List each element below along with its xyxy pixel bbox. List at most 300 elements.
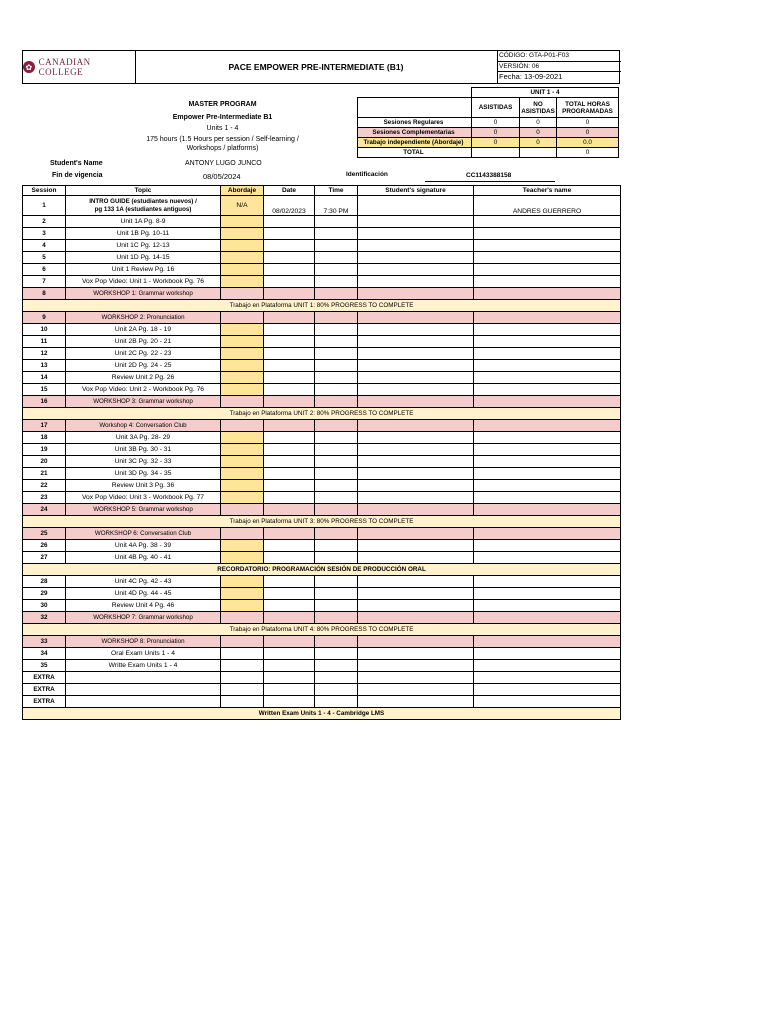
table-row (23, 228, 621, 240)
abordaje-cell[interactable]: N/A (221, 196, 264, 216)
topic-cell: Vox Pop Video: Unit 3 - Workbook Pg. 77 (66, 492, 221, 504)
abordaje-cell[interactable] (221, 444, 264, 456)
session-number: 5 (23, 252, 66, 264)
signature-cell[interactable] (358, 432, 474, 444)
date-cell[interactable] (264, 648, 315, 660)
abordaje-cell[interactable] (221, 216, 264, 228)
table-row (23, 684, 621, 696)
session-number: EXTRA (23, 684, 66, 696)
abordaje-cell[interactable] (221, 432, 264, 444)
teacher-cell[interactable] (474, 240, 621, 252)
date-cell[interactable] (264, 336, 315, 348)
session-number: 13 (23, 360, 66, 372)
table-row (23, 252, 621, 264)
abordaje-cell[interactable] (221, 696, 264, 708)
signature-cell[interactable] (358, 336, 474, 348)
teacher-cell[interactable] (474, 216, 621, 228)
signature-cell[interactable] (358, 540, 474, 552)
signature-cell[interactable] (358, 588, 474, 600)
date-cell[interactable] (264, 384, 315, 396)
topic-cell: INTRO GUIDE (estudiantes nuevos) / pg 133 1A (estudiantes antiguos) (66, 196, 221, 216)
teacher-cell[interactable] (474, 336, 621, 348)
abordaje-cell[interactable] (221, 420, 264, 432)
date-cell[interactable] (264, 216, 315, 228)
date-cell[interactable] (264, 528, 315, 540)
abordaje-cell[interactable] (221, 348, 264, 360)
signature-cell[interactable] (358, 468, 474, 480)
time-cell[interactable] (315, 612, 358, 624)
time-cell[interactable] (315, 576, 358, 588)
date-cell[interactable] (264, 324, 315, 336)
workshop-row (23, 528, 621, 540)
abordaje-cell[interactable] (221, 324, 264, 336)
session-number: 7 (23, 276, 66, 288)
teacher-cell[interactable] (474, 660, 621, 672)
date-cell[interactable] (264, 312, 315, 324)
time-cell[interactable] (315, 528, 358, 540)
teacher-cell[interactable] (474, 420, 621, 432)
col-header-time: Time (315, 186, 358, 196)
abordaje-cell[interactable] (221, 492, 264, 504)
topic-cell: WORKSHOP 7: Grammar workshop (66, 612, 221, 624)
date-cell[interactable]: 08/02/2023 (264, 196, 315, 216)
table-row (23, 336, 621, 348)
date-cell[interactable] (264, 252, 315, 264)
session-number: 18 (23, 432, 66, 444)
master-program-label: MASTER PROGRAM (188, 101, 257, 108)
signature-cell[interactable] (358, 672, 474, 684)
topic-cell: Unit 2A Pg. 18 - 19 (66, 324, 221, 336)
table-row (23, 432, 621, 444)
college-logo (23, 51, 136, 83)
teacher-cell[interactable]: ANDRES GUERRERO (474, 196, 621, 216)
col-header-abordaje: Abordaje (221, 186, 264, 196)
time-cell[interactable] (315, 648, 358, 660)
time-cell[interactable] (315, 636, 358, 648)
topic-cell: Vox Pop Video: Unit 2 - Workbook Pg. 76 (66, 384, 221, 396)
teacher-cell[interactable] (474, 348, 621, 360)
session-number: 28 (23, 576, 66, 588)
topic-cell (66, 672, 221, 684)
signature-cell[interactable] (358, 420, 474, 432)
time-cell[interactable] (315, 468, 358, 480)
session-number: 32 (23, 612, 66, 624)
signature-cell[interactable] (358, 600, 474, 612)
summary-col-no-asistidas: NO ASISTIDAS (520, 98, 557, 118)
teacher-cell[interactable] (474, 588, 621, 600)
table-header-row (23, 186, 621, 196)
time-cell[interactable] (315, 336, 358, 348)
teacher-cell[interactable] (474, 444, 621, 456)
date-cell[interactable] (264, 552, 315, 564)
signature-cell[interactable] (358, 660, 474, 672)
signature-cell[interactable] (358, 276, 474, 288)
platform-note: Trabajo en Plataforma UNIT 3: 80% PROGRESS TO COMPLETE (23, 516, 621, 528)
time-cell[interactable] (315, 540, 358, 552)
maple-leaf-icon: ✿ (23, 61, 35, 73)
col-header-signature: Student's signature (358, 186, 474, 196)
teacher-cell[interactable] (474, 360, 621, 372)
teacher-cell[interactable] (474, 612, 621, 624)
teacher-cell[interactable] (474, 384, 621, 396)
topic-cell: WORKSHOP 2: Pronunciation (66, 312, 221, 324)
teacher-cell[interactable] (474, 504, 621, 516)
topic-cell: WORKSHOP 5: Grammar workshop (66, 504, 221, 516)
table-row (23, 492, 621, 504)
signature-cell[interactable] (358, 492, 474, 504)
abordaje-cell[interactable] (221, 528, 264, 540)
abordaje-cell[interactable] (221, 636, 264, 648)
time-cell[interactable] (315, 456, 358, 468)
topic-cell: Unit 1 Review Pg. 16 (66, 264, 221, 276)
date-cell[interactable] (264, 372, 315, 384)
teacher-cell[interactable] (474, 576, 621, 588)
signature-cell[interactable] (358, 312, 474, 324)
date-cell[interactable] (264, 576, 315, 588)
student-name-value: ANTONY LUGO JUNCO (185, 160, 262, 167)
workshop-row (23, 612, 621, 624)
teacher-cell[interactable] (474, 636, 621, 648)
topic-cell: WORKSHOP 3: Grammar workshop (66, 396, 221, 408)
time-cell[interactable] (315, 288, 358, 300)
table-row (23, 240, 621, 252)
session-number: 2 (23, 216, 66, 228)
time-cell[interactable] (315, 444, 358, 456)
abordaje-cell[interactable] (221, 396, 264, 408)
topic-cell: Unit 4A Pg. 38 - 39 (66, 540, 221, 552)
abordaje-cell[interactable] (221, 612, 264, 624)
session-number: 4 (23, 240, 66, 252)
date-cell[interactable] (264, 468, 315, 480)
col-header-date: Date (264, 186, 315, 196)
abordaje-cell[interactable] (221, 600, 264, 612)
date-cell[interactable] (264, 492, 315, 504)
signature-cell[interactable] (358, 348, 474, 360)
teacher-cell[interactable] (474, 528, 621, 540)
time-cell[interactable] (315, 396, 358, 408)
signature-cell[interactable] (358, 444, 474, 456)
summary-col-total: TOTAL HORAS PROGRAMADAS (557, 98, 619, 118)
abordaje-cell[interactable] (221, 228, 264, 240)
signature-cell[interactable] (358, 576, 474, 588)
platform-row (23, 516, 621, 528)
signature-cell[interactable] (358, 228, 474, 240)
topic-cell: Unit 3A Pg. 28- 29 (66, 432, 221, 444)
workshop-row (23, 504, 621, 516)
signature-cell[interactable] (358, 696, 474, 708)
table-row (23, 360, 621, 372)
time-cell[interactable] (315, 420, 358, 432)
abordaje-cell[interactable] (221, 684, 264, 696)
abordaje-cell[interactable] (221, 264, 264, 276)
table-row (23, 576, 621, 588)
date-cell[interactable] (264, 588, 315, 600)
signature-cell[interactable] (358, 648, 474, 660)
abordaje-cell[interactable] (221, 588, 264, 600)
teacher-cell[interactable] (474, 324, 621, 336)
summary-unit-label: UNIT 1 - 4 (472, 88, 619, 98)
topic-cell: Unit 2C Pg. 22 - 23 (66, 348, 221, 360)
topic-cell: Unit 4C Pg. 42 - 43 (66, 576, 221, 588)
abordaje-cell[interactable] (221, 504, 264, 516)
time-cell[interactable]: 7:30 PM (315, 196, 358, 216)
date-cell[interactable] (264, 540, 315, 552)
workshop-row (23, 396, 621, 408)
abordaje-cell[interactable] (221, 336, 264, 348)
date-cell[interactable] (264, 504, 315, 516)
teacher-cell[interactable] (474, 264, 621, 276)
date-cell[interactable] (264, 636, 315, 648)
time-cell[interactable] (315, 504, 358, 516)
time-cell[interactable] (315, 228, 358, 240)
topic-cell (66, 684, 221, 696)
table-row (23, 648, 621, 660)
topic-cell (66, 696, 221, 708)
workshop-row (23, 288, 621, 300)
table-row (23, 468, 621, 480)
session-number: 15 (23, 384, 66, 396)
signature-cell[interactable] (358, 504, 474, 516)
date-cell[interactable] (264, 660, 315, 672)
table-row (23, 196, 621, 216)
session-number: 17 (23, 420, 66, 432)
teacher-cell[interactable] (474, 456, 621, 468)
signature-cell[interactable] (358, 252, 474, 264)
identificacion-value: CC1143388158 (466, 172, 512, 179)
date-cell[interactable] (264, 240, 315, 252)
topic-cell: Oral Exam Units 1 - 4 (66, 648, 221, 660)
document-header (22, 50, 620, 84)
abordaje-cell[interactable] (221, 288, 264, 300)
topic-cell: Vox Pop Video: Unit 1 - Workbook Pg. 76 (66, 276, 221, 288)
abordaje-cell[interactable] (221, 468, 264, 480)
date-cell[interactable] (264, 228, 315, 240)
time-cell[interactable] (315, 240, 358, 252)
signature-cell[interactable] (358, 216, 474, 228)
signature-cell[interactable] (358, 264, 474, 276)
abordaje-cell[interactable] (221, 252, 264, 264)
time-cell[interactable] (315, 360, 358, 372)
teacher-cell[interactable] (474, 672, 621, 684)
summary-row: TOTAL 0 (358, 148, 619, 158)
signature-cell[interactable] (358, 636, 474, 648)
signature-cell[interactable] (358, 396, 474, 408)
teacher-cell[interactable] (474, 648, 621, 660)
platform-row (23, 408, 621, 420)
workshop-row (23, 312, 621, 324)
teacher-cell[interactable] (474, 276, 621, 288)
signature-cell[interactable] (358, 552, 474, 564)
signature-cell[interactable] (358, 684, 474, 696)
summary-row: Trabajo independiente (Abordaje) 0 0 0.0 (358, 138, 619, 148)
date-cell[interactable] (264, 396, 315, 408)
time-cell[interactable] (315, 492, 358, 504)
time-cell[interactable] (315, 660, 358, 672)
teacher-cell[interactable] (474, 432, 621, 444)
topic-cell: Unit 1B Pg. 10-11 (66, 228, 221, 240)
time-cell[interactable] (315, 600, 358, 612)
session-number: 20 (23, 456, 66, 468)
signature-cell[interactable] (358, 612, 474, 624)
session-number: 8 (23, 288, 66, 300)
date-cell[interactable] (264, 444, 315, 456)
signature-cell[interactable] (358, 480, 474, 492)
time-cell[interactable] (315, 372, 358, 384)
signature-cell[interactable] (358, 324, 474, 336)
teacher-cell[interactable] (474, 684, 621, 696)
fin-vigencia-value: 08/05/2024 (203, 172, 241, 181)
teacher-cell[interactable] (474, 540, 621, 552)
abordaje-cell[interactable] (221, 540, 264, 552)
signature-cell[interactable] (358, 196, 474, 216)
time-cell[interactable] (315, 216, 358, 228)
teacher-cell[interactable] (474, 552, 621, 564)
session-number: 14 (23, 372, 66, 384)
teacher-cell[interactable] (474, 480, 621, 492)
session-number: 35 (23, 660, 66, 672)
abordaje-cell[interactable] (221, 276, 264, 288)
platform-row (23, 300, 621, 312)
teacher-cell[interactable] (474, 288, 621, 300)
session-number: 30 (23, 600, 66, 612)
table-row (23, 456, 621, 468)
session-number: 10 (23, 324, 66, 336)
platform-note: Trabajo en Plataforma UNIT 1: 80% PROGRESS TO COMPLETE (23, 300, 621, 312)
abordaje-cell[interactable] (221, 456, 264, 468)
table-row (23, 660, 621, 672)
version-text: VERSIÓN: 06 (497, 62, 621, 73)
summary-table (357, 87, 619, 158)
date-cell[interactable] (264, 456, 315, 468)
date-cell[interactable] (264, 672, 315, 684)
session-number: 23 (23, 492, 66, 504)
table-row (23, 552, 621, 564)
teacher-cell[interactable] (474, 696, 621, 708)
topic-cell: Review Unit 3 Pg. 36 (66, 480, 221, 492)
abordaje-cell[interactable] (221, 552, 264, 564)
table-row (23, 324, 621, 336)
time-cell[interactable] (315, 348, 358, 360)
topic-cell: Unit 1C Pg. 12-13 (66, 240, 221, 252)
session-number: 22 (23, 480, 66, 492)
abordaje-cell[interactable] (221, 480, 264, 492)
session-number: 26 (23, 540, 66, 552)
signature-cell[interactable] (358, 372, 474, 384)
table-row (23, 588, 621, 600)
date-cell[interactable] (264, 420, 315, 432)
topic-cell: WORKSHOP 1: Grammar workshop (66, 288, 221, 300)
date-cell[interactable] (264, 348, 315, 360)
table-row (23, 696, 621, 708)
date-cell[interactable] (264, 612, 315, 624)
teacher-cell[interactable] (474, 252, 621, 264)
summary-row: Sesiones Regulares 0 0 0 (358, 118, 619, 128)
topic-cell: WORKSHOP 6: Conversation Club (66, 528, 221, 540)
time-cell[interactable] (315, 684, 358, 696)
abordaje-cell[interactable] (221, 660, 264, 672)
date-cell[interactable] (264, 288, 315, 300)
time-cell[interactable] (315, 252, 358, 264)
time-cell[interactable] (315, 276, 358, 288)
topic-cell: Unit 2B Pg. 20 - 21 (66, 336, 221, 348)
date-cell[interactable] (264, 432, 315, 444)
student-name-label: Student's Name (50, 160, 103, 167)
hours-line-1: 175 hours (1.5 Hours per session / Self-learning / (146, 136, 299, 143)
abordaje-cell[interactable] (221, 240, 264, 252)
teacher-cell[interactable] (474, 396, 621, 408)
date-cell[interactable] (264, 264, 315, 276)
units-label: Units 1 - 4 (206, 125, 239, 132)
time-cell[interactable] (315, 696, 358, 708)
time-cell[interactable] (315, 480, 358, 492)
teacher-cell[interactable] (474, 372, 621, 384)
date-cell[interactable] (264, 684, 315, 696)
signature-cell[interactable] (358, 288, 474, 300)
teacher-cell[interactable] (474, 312, 621, 324)
abordaje-cell[interactable] (221, 312, 264, 324)
table-row (23, 264, 621, 276)
teacher-cell[interactable] (474, 468, 621, 480)
date-cell[interactable] (264, 480, 315, 492)
codigo-text: CÓDIGO: GTA-P01-F03 (497, 51, 621, 62)
abordaje-cell[interactable] (221, 372, 264, 384)
signature-cell[interactable] (358, 528, 474, 540)
session-number: 6 (23, 264, 66, 276)
topic-cell: Review Unit 2 Pg. 26 (66, 372, 221, 384)
topic-cell: Unit 4D Pg. 44 - 45 (66, 588, 221, 600)
date-cell[interactable] (264, 276, 315, 288)
teacher-cell[interactable] (474, 492, 621, 504)
logo-text: CANADIAN COLLEGE (38, 57, 91, 77)
date-cell[interactable] (264, 360, 315, 372)
identificacion-label: Identificación (346, 171, 388, 178)
platform-note: Written Exam Units 1 - 4 - Cambridge LMS (23, 708, 621, 720)
signature-cell[interactable] (358, 240, 474, 252)
teacher-cell[interactable] (474, 228, 621, 240)
time-cell[interactable] (315, 384, 358, 396)
identificacion-underline (425, 181, 555, 182)
time-cell[interactable] (315, 264, 358, 276)
abordaje-cell[interactable] (221, 648, 264, 660)
platform-note: RECORDATORIO: PROGRAMACIÓN SESIÓN DE PRODUCCIÓN ORAL (23, 564, 621, 576)
signature-cell[interactable] (358, 360, 474, 372)
date-cell[interactable] (264, 696, 315, 708)
session-number: 3 (23, 228, 66, 240)
topic-cell: Unit 3D Pg. 34 - 35 (66, 468, 221, 480)
time-cell[interactable] (315, 672, 358, 684)
signature-cell[interactable] (358, 384, 474, 396)
col-header-teacher: Teacher's name (474, 186, 621, 196)
abordaje-cell[interactable] (221, 576, 264, 588)
session-number: EXTRA (23, 672, 66, 684)
time-cell[interactable] (315, 552, 358, 564)
signature-cell[interactable] (358, 456, 474, 468)
topic-cell: Unit 1D Pg. 14-15 (66, 252, 221, 264)
teacher-cell[interactable] (474, 600, 621, 612)
topic-cell: Unit 1A Pg. 8-9 (66, 216, 221, 228)
abordaje-cell[interactable] (221, 672, 264, 684)
abordaje-cell[interactable] (221, 360, 264, 372)
abordaje-cell[interactable] (221, 384, 264, 396)
date-cell[interactable] (264, 600, 315, 612)
time-cell[interactable] (315, 324, 358, 336)
time-cell[interactable] (315, 312, 358, 324)
time-cell[interactable] (315, 588, 358, 600)
time-cell[interactable] (315, 432, 358, 444)
topic-cell: Unit 3C Pg. 32 - 33 (66, 456, 221, 468)
fin-vigencia-label: Fin de vigencia (52, 172, 103, 179)
platform-row (23, 564, 621, 576)
